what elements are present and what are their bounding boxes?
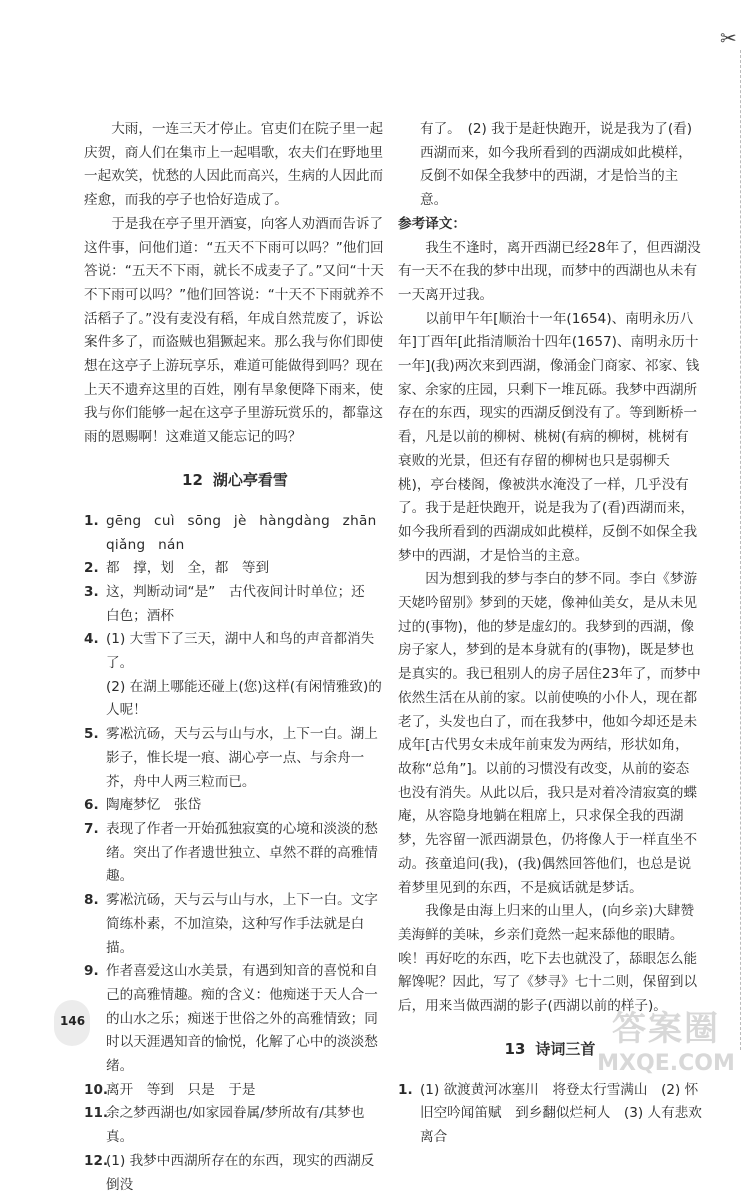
paragraph: 于是我在亭子里开酒宴，向客人劝酒而告诉了这件事，问他们道：“五天不下雨可以吗？”他们回答说：“五天不下雨，就长不成麦子了。”又问“十天不下雨可以吗？”他们回答说：“十天不下雨就养不活稻子了。”没有麦没有稻，年成自然荒废了，诉讼案件多了，而盗贼也猖獗起来。那么我与你们即使想在这亭子上游玩享乐，难道可能做得到吗？现在上天不遗弃这里的百姓，刚有旱象便降下雨来，使我与你们能够一起在这亭子里游玩赏乐的，都靠这雨的恩赐啊！这难道又能忘记的吗？ [84, 215, 384, 446]
answer-item: (2) 在湖上哪能还碰上(您)这样(有闲情雅致)的人呢！ [106, 678, 382, 719]
left-column [84, 118, 386, 1197]
section-number: 12 [182, 470, 203, 489]
scissors-icon: ✂ [720, 26, 737, 50]
answer-item: 1. gēng cuì sōng jè hàngdàng zhān qiǎng nán [84, 512, 377, 553]
section-12-heading [84, 468, 386, 492]
paragraph: 以前甲午年[顺治十一年(1654)、南明永历八年]丁酉年[此指清顺治十四年(1657)、南明永历十一年](我)两次来到西湖，像涌金门商家、祁家、钱家、余家的庄园，只剩下一堆瓦砾。我梦中西湖所存在的东西，现实的西湖反倒没有了。等到断桥一看，凡是以前的柳树、桃树(有病的柳树，桃树有衰败的光景，但还有存留的柳树也只是弱柳夭桃)，亭台楼阁，像被洪水淹没了一样，几乎没有了。我于是赶快跑开，说是我为了(看)西湖而来，如今我所看到的西湖成如此模样，反倒不如保全我梦中的西湖，才是恰当的主意。 [398, 310, 700, 564]
answer-item: 8. 雾凇沆砀，天与云与山与水，上下一白。文字简练朴素，不加渲染，这种写作手法就是白描。 [84, 892, 378, 956]
answer-item: 7. 表现了作者一开始孤独寂寞的心境和淡淡的愁绪。突出了作者遗世独立、卓然不群的高雅情趣。 [84, 820, 378, 885]
watermark-logo [586, 1008, 746, 1086]
answer-item: 9. 作者喜爱这山水美景，有遇到知音的喜悦和自己的高雅情趣。痴的含义：他痴迷于天人合一的山水之乐；痴迷于世俗之外的高雅情致；同时以天涯遇知音的愉悦，化解了心中的淡淡愁绪。 [84, 963, 378, 1075]
section-number: 13 [504, 1039, 526, 1058]
paragraph: 因为想到我的梦与李白的梦不同。李白《梦游天姥吟留别》梦到的天姥，像神仙美女，是从未见过的(事物)，他的梦是虚幻的。我梦到的西湖，像房子家人，梦到的是本身就有的(事物)，既是梦也是真实的。我已租别人的房子居住23年了，而梦中依然生活在从前的家。以前使唤的小仆人，现在都老了，头发也白了，而在我梦中，他如今却还是未成年[古代男女未成年前束发为两结，形状如角，故称“总角”]。以前的习惯没有改变，从前的姿态也没有消失。从此以后，我只是对着冷清寂寞的蝶庵，从容隐身地躺在粗席上，只求保全我的西湖梦，先容留一派西湖景色，仍将像人于一样直坐不动。孩童追问(我)，(我)偶然回答他们，也总是说着梦里见到的东西，不是疯话就是梦话。 [398, 571, 701, 896]
section-title: 湖心亭看雪 [212, 470, 288, 489]
answer-item: 10. 离开 等到 只是 于是 [84, 1081, 256, 1098]
answer-item: 12. (1) 我梦中西湖所存在的东西，现实的西湖反倒没 [84, 1152, 375, 1193]
section-title: 诗词三首 [535, 1039, 596, 1058]
watermark-url: MXQE.COM [597, 1051, 735, 1076]
answer-item: 1. (1) 欲渡黄河冰塞川 将登太行雪满山 (2) 怀旧空吟闻笛赋 到乡翻似烂柯人 (3) 人有悲欢离合 [398, 1081, 702, 1146]
paragraph: 有了。 (2) 我于是赶快跑开，说是我为了(看)西湖而来，如今我所看到的西湖成如此模样，反倒不如保全我梦中的西湖，才是恰当的主意。 [420, 121, 693, 209]
answer-item: 3. 这，判断动词“是” 古代夜间计时单位；还 白色；酒杯 [84, 583, 379, 624]
answer-item: 2. 都 撑，划 全，都 等到 [84, 560, 270, 577]
right-column [398, 118, 702, 1150]
paragraph: 我生不逢时，离开西湖已经28年了，但西湖没有一天不在我的梦中出现，而梦中的西湖也从未有一天离开过我。 [398, 239, 701, 303]
answer-item: 4. (1) 大雪下了三天，湖中人和鸟的声音都消失了。 [84, 631, 375, 672]
answer-item: 6. 陶庵梦忆 张岱 [84, 797, 202, 814]
page-number: 146 [60, 1014, 86, 1028]
answer-item: 5. 雾凇沆砀，天与云与山与水，上下一白。湖上影子，惟长堤一痕、湖心亭一点、与余舟一芥，舟中人两三粒而已。 [84, 726, 378, 790]
watermark-text: 答案圈 [612, 1009, 720, 1049]
paragraph: 大雨，一连三天才停止。官吏们在院子里一起庆贺，商人们在集市上一起唱歌，农夫们在野地里一起欢笑，忧愁的人因此而高兴，生病的人因此而痊愈，而我的亭子也恰好造成了。 [84, 121, 384, 209]
answer-item: 11. 余之梦西湖也/如家园眷属/梦所故有/其梦也真。 [84, 1105, 365, 1146]
paragraph: 我像是由海上归来的山里人，(向乡亲)大肆赞美海鲜的美味，乡亲们竟然一起来舔他的眼睛。唉！再好吃的东西，吃下去也就没了，舔眼怎么能解馋呢？因此，写了《梦寻》七十二则，保留到以后，用来当做西湖的影子(西湖以前的样子)。 [398, 903, 698, 1015]
cut-line [740, 50, 741, 1050]
reference-translation-label: 参考译文： [398, 215, 466, 232]
